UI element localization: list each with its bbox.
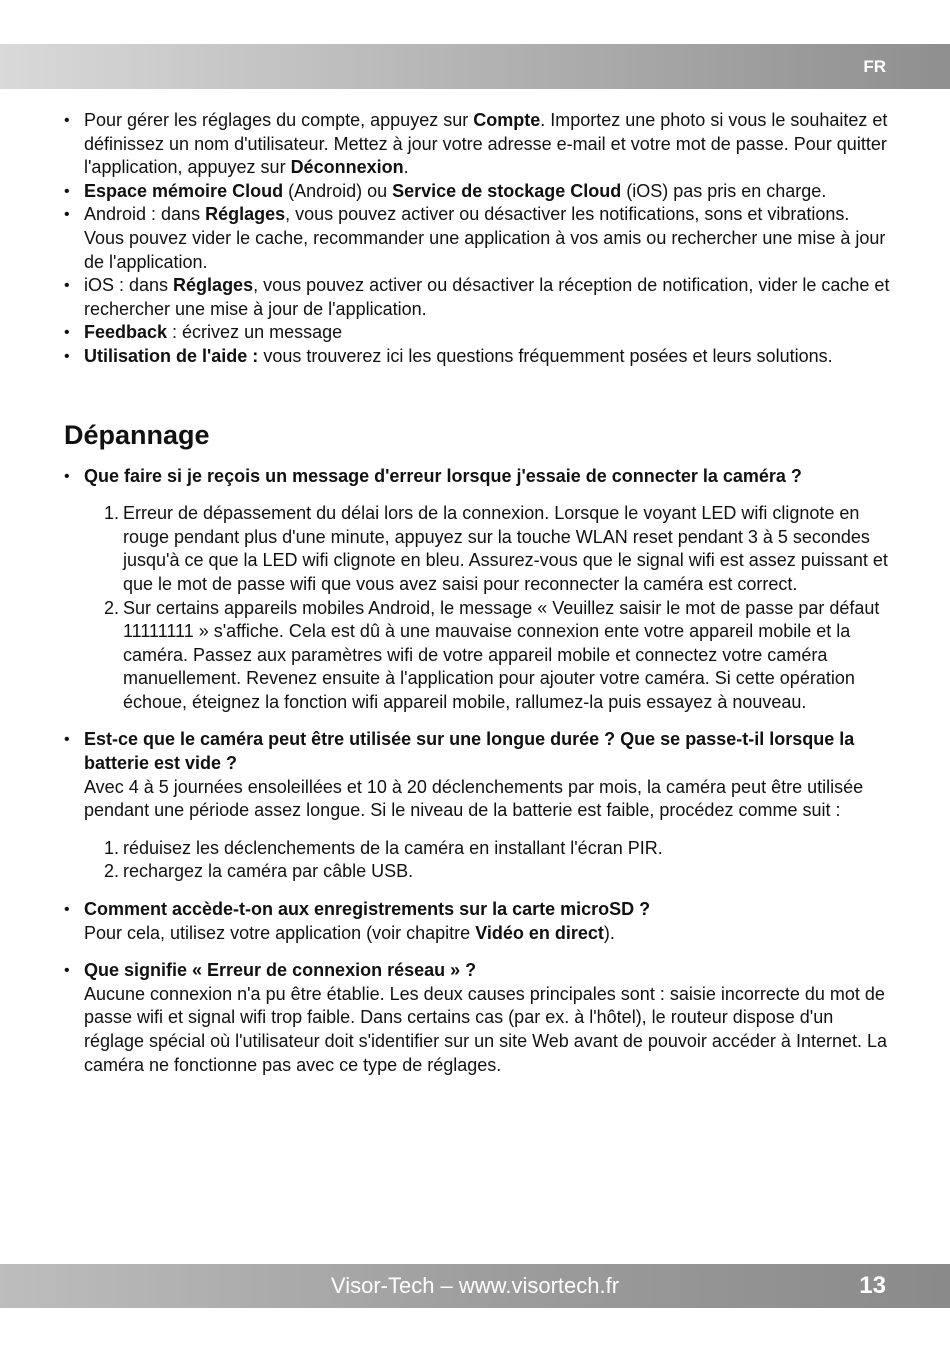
faq-answer	[84, 922, 890, 946]
list-item-text: .	[403, 157, 409, 178]
list-item-text: iOS : dans	[84, 275, 174, 296]
list-item-text: (Android) ou	[283, 180, 393, 201]
list-item-text: Android : dans	[84, 204, 206, 225]
bold-term: Service de stockage Cloud	[392, 180, 622, 201]
list-item-text: , vous pouvez activer ou désactiver la réception de notification, vider le cache et rechercher une mise à jour de l'application.	[84, 275, 890, 319]
bold-term: Réglages	[205, 204, 286, 225]
chapter-reference: Vidéo en direct	[475, 922, 604, 943]
faq-answer-text: Pour cela, utilisez votre application (voir chapitre	[84, 922, 476, 943]
numbered-item	[104, 502, 890, 596]
footer-band	[0, 1264, 950, 1308]
faq-numbered-list	[84, 502, 890, 714]
list-item-text: , vous pouvez activer ou désactiver les notifications, sons et vibrations. Vous pouvez vider le cache, recommander une application à vos amis ou rechercher une mise à jour de l'application.	[84, 204, 886, 272]
faq-question: • Que signifie « Erreur de connexion réseau » ?	[84, 960, 477, 981]
faq-item	[64, 959, 890, 1077]
faq-question: • Est-ce que le caméra peut être utilisée sur une longue durée ? Que se passe-t-il lorsque la batterie est vide ?	[84, 729, 855, 774]
list-item-text: : écrivez un message	[167, 322, 343, 343]
section-title: Dépannage	[64, 419, 210, 450]
item-text: Erreur de dépassement du délai lors de la connexion. Lorsque le voyant LED wifi clignote en rouge pendant plus d'une minute, appuyez sur la touche WLAN reset pendant 3 à 5 secondes jusqu'à ce que la LED wifi clignote en bleu. Assurez-vous que le signal wifi est assez puissant et que le mot de passe wifi que vous avez saisi pour reconnecter la caméra est correct.	[123, 503, 888, 594]
bold-term: Déconnexion	[290, 157, 404, 178]
faq-item	[64, 465, 890, 715]
bold-term: Espace mémoire Cloud	[84, 180, 284, 201]
item-text: rechargez la caméra par câble USB.	[123, 861, 414, 882]
item-number: 1.	[104, 503, 120, 524]
account-settings-list	[64, 109, 890, 369]
footer-text: Visor-Tech – www.visortech.fr	[330, 1273, 620, 1298]
item-text: réduisez les déclenchements de la caméra en installant l'écran PIR.	[123, 837, 663, 858]
faq-item	[64, 728, 890, 884]
faq-answer-text: ).	[603, 922, 615, 943]
list-item	[64, 180, 890, 204]
bold-term: Feedback	[84, 322, 168, 343]
list-item	[64, 109, 890, 180]
bold-term: Utilisation de l'aide :	[84, 345, 259, 366]
page-number: 13	[859, 1272, 886, 1299]
list-item	[64, 274, 890, 321]
faq-answer: Aucune connexion n'a pu être établie. Les deux causes principales sont : saisie incorrecte du mot de passe wifi et signal wifi trop faible. Dans certains cas (par ex. à l'hôtel), le routeur dispose d'un réglage spécial où l'utilisateur doit s'identifier sur un site Web avant de pouvoir accéder à Internet. La caméra ne fonctionne pas avec ce type de réglages.	[84, 983, 888, 1075]
numbered-item	[104, 860, 890, 884]
list-item-text: vous trouverez ici les questions fréquemment posées et leurs solutions.	[258, 345, 833, 366]
list-item	[64, 203, 890, 274]
faq-list	[64, 465, 890, 1078]
faq-question: • Que faire si je reçois un message d'erreur lorsque j'essaie de connecter la caméra ?	[84, 465, 802, 486]
language-label: FR	[863, 57, 886, 76]
faq-question: • Comment accède-t-on aux enregistrements sur la carte microSD ?	[84, 899, 651, 920]
item-number: 2.	[104, 861, 120, 882]
faq-item	[64, 898, 890, 945]
bold-term: Réglages	[173, 275, 254, 296]
list-item-text: . Importez une photo si vous le souhaitez et définissez un nom d'utilisateur. Mettez à jour votre adresse e-mail et votre mot de passe. Pour quitter l'application, appuyez sur	[84, 110, 888, 178]
faq-answer: Avec 4 à 5 journées ensoleillées et 10 à 20 déclenchements par mois, la caméra peut être utilisée pendant une période assez longue. Si le niveau de la batterie est faible, procédez comme suit :	[84, 776, 864, 821]
page-content	[64, 109, 890, 1091]
list-item	[64, 345, 890, 369]
faq-numbered-list	[84, 837, 890, 884]
item-text: Sur certains appareils mobiles Android, le message « Veuillez saisir le mot de passe par défaut 11111111 » s'affiche. Cela est dû à une mauvaise connexion ente votre appareil mobile et la caméra. Passez aux paramètres wifi de votre appareil mobile et connectez votre caméra manuellement. Revenez ensuite à l'application pour ajouter votre caméra. Si cette opération échoue, éteignez la fonction wifi appareil mobile, rallumez-la puis essayez à nouveau.	[123, 597, 880, 712]
list-item-text: (iOS) pas pris en charge.	[621, 180, 827, 201]
item-number: 2.	[104, 597, 120, 618]
item-number: 1.	[104, 837, 120, 858]
list-item-text: Pour gérer les réglages du compte, appuyez sur	[84, 110, 474, 130]
numbered-item	[104, 597, 890, 715]
numbered-item	[104, 837, 890, 861]
list-item	[64, 321, 890, 345]
bold-term: Compte	[473, 110, 541, 130]
header-band	[0, 44, 950, 89]
